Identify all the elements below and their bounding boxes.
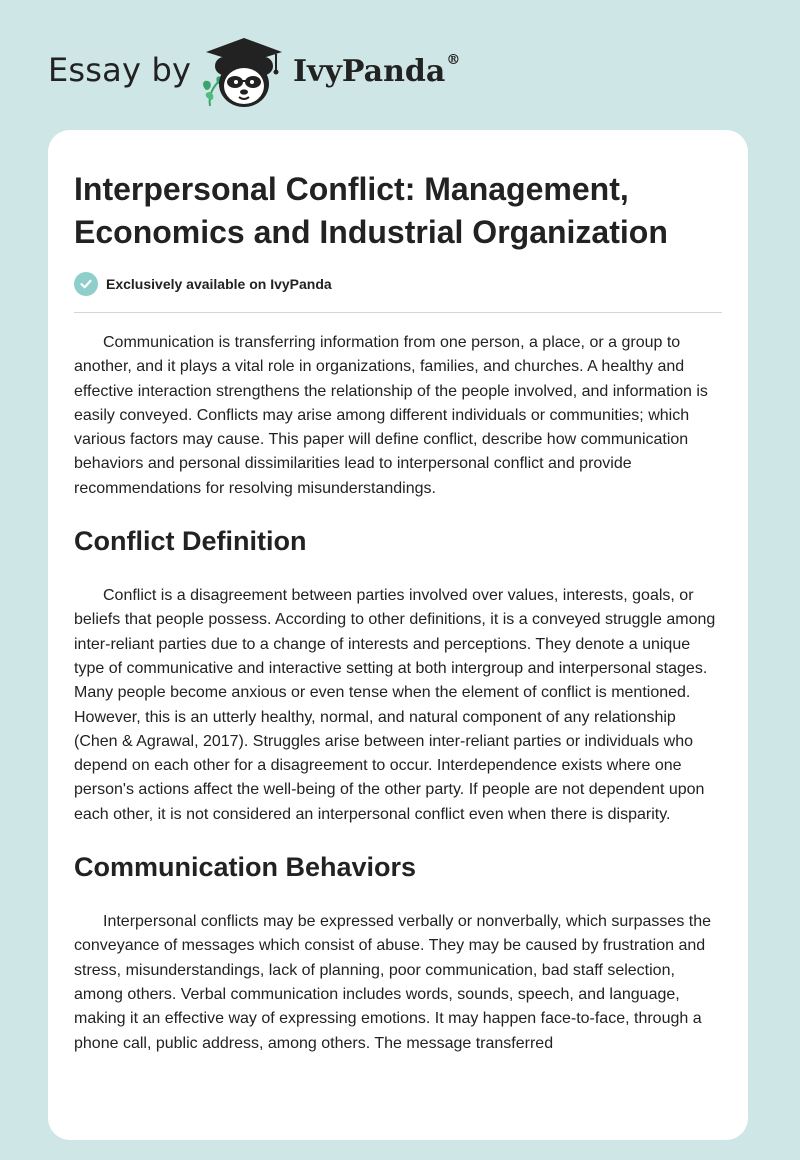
communication-behaviors-paragraph: Interpersonal conflicts may be expressed verbally or nonverbally, which surpasses the conveyance of messages which consist of abuse. They may be caused by frustration and stress, misunderstandings, lack of planning, poor communication, bad staff selection, among others. Verbal communication includes words, sounds, speech, and language, making it an effective way of expressing emotions. It may happen face-to-face, through a phone call, public address, among others. The message transferred [74,913,711,1052]
essay-by-label: Essay by [48,51,192,89]
panda-graduation-cap-icon[interactable] [196,34,292,110]
section-heading-conflict-definition: Conflict Definition [74,526,307,557]
exclusive-badge-text: Exclusively available on IvyPanda [106,276,332,292]
brand-name[interactable] [293,54,460,89]
check-circle-icon [74,272,98,296]
article-title: Interpersonal Conflict: Management, Economics and Industrial Organization [74,171,668,250]
brand-name-text: IvyPanda [293,54,446,89]
site-header [48,34,548,114]
registered-mark: ® [446,52,461,68]
intro-paragraph: Communication is transferring information from one person, a place, or a group to another, and it plays a vital role in organizations, families, and churches. A healthy and effective interaction strengthens the relationship of the people involved, and information is easily conveyed. Conflicts may arise among different individuals or communities; which various factors may cause. This paper will define conflict, describe how communication behaviors and personal dissimilarities lead to interpersonal conflict and provide recommendations for resolving misunderstandings. [74,334,708,497]
section-heading-communication-behaviors: Communication Behaviors [74,852,417,883]
article-content [74,130,722,1056]
conflict-definition-paragraph: Conflict is a disagreement between parties involved over values, interests, goals, or beliefs that people possess. According to other definitions, it is a conveyed struggle among inter-reliant parties due to a change of interests and perceptions. They denote a unique type of communicative and interactive setting at both intergroup and interpersonal stages. Many people become anxious or even tense when the element of conflict is mentioned. However, this is an utterly healthy, normal, and natural component of any relationship (Chen & Agrawal, 2017). Struggles arise between inter-reliant parties or individuals who depend on each other for a disagreement to occur. Interdependence exists where one person's actions affect the well-being of the other party. If people are not dependent upon each other, it is not considered an interpersonal conflict even when there is disparity. [74,587,716,823]
title-divider [74,312,722,313]
exclusive-badge [74,270,722,298]
article-card [48,130,748,1140]
